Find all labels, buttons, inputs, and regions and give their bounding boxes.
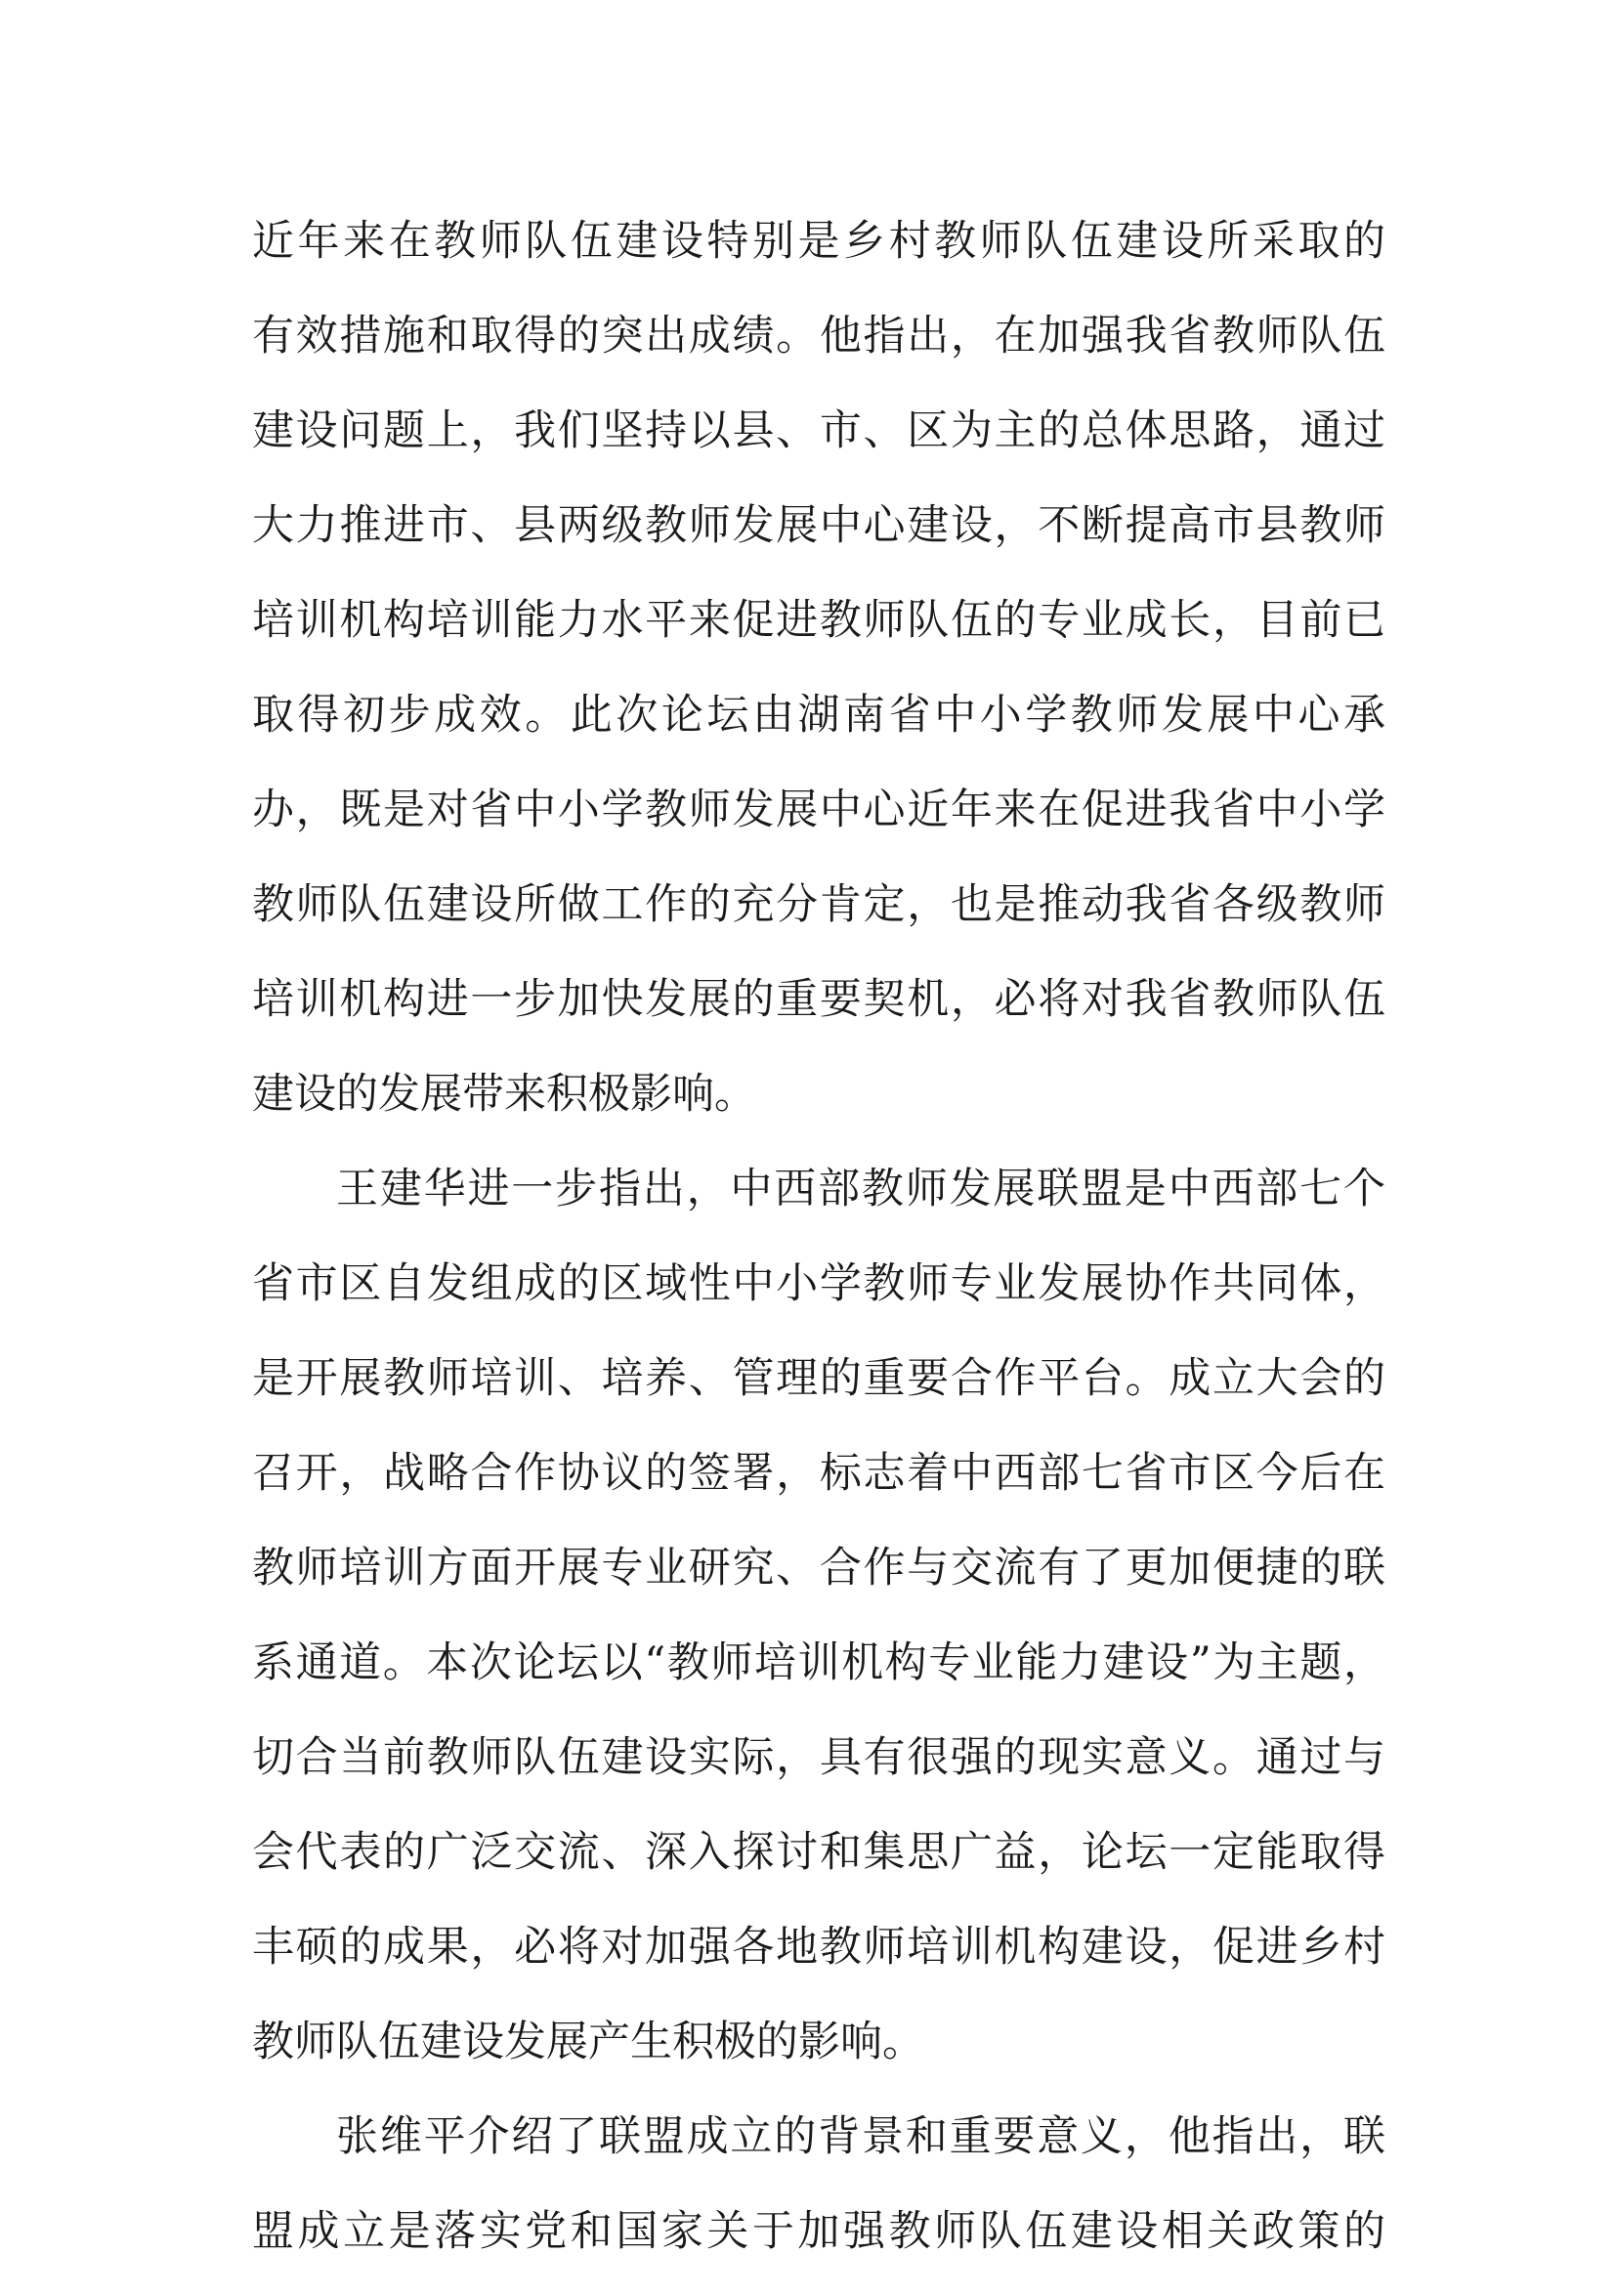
text-line: 会代表的广泛交流、深入探讨和集思广益，论坛一定能取得 [252,1828,1385,1877]
text-line: 丰硕的成果，必将对加强各地教师培训机构建设，促进乡村 [252,1923,1385,1972]
text-line: 取得初步成效。此次论坛由湖南省中小学教师发展中心承 [252,691,1385,740]
text-line: 教师培训方面开展专业研究、合作与交流有了更加便捷的联 [252,1544,1385,1593]
text-line: 近年来在教师队伍建设特别是乡村教师队伍建设所采取的 [252,217,1385,266]
text-line: 教师队伍建设所做工作的充分肯定，也是推动我省各级教师 [252,880,1385,929]
text-line: 培训机构培训能力水平来促进教师队伍的专业成长，目前已 [252,596,1385,645]
text-line: 切合当前教师队伍建设实际，具有很强的现实意义。通过与 [252,1733,1385,1782]
text-line: 有效措施和取得的突出成绩。他指出，在加强我省教师队伍 [252,312,1385,361]
text-line: 是开展教师培训、培养、管理的重要合作平台。成立大会的 [252,1354,1385,1403]
text-line: 王建华进一步指出，中西部教师发展联盟是中西部七个 [336,1165,1385,1213]
text-line: 大力推进市、县两级教师发展中心建设，不断提高市县教师 [252,501,1385,550]
text-line: 系通道。本次论坛以“教师培训机构专业能力建设”为主题， [252,1638,1385,1687]
text-line: 省市区自发组成的区域性中小学教师专业发展协作共同体， [252,1259,1385,1308]
text-line: 培训机构进一步加快发展的重要契机，必将对我省教师队伍 [252,975,1385,1024]
body-text [252,211,1385,2296]
text-line: 张维平介绍了联盟成立的背景和重要意义，他指出，联 [336,2112,1385,2161]
text-line: 召开，战略合作协议的签署，标志着中西部七省市区今后在 [252,1449,1385,1498]
text-line: 建设问题上，我们坚持以县、市、区为主的总体思路，通过 [252,406,1385,455]
text-line: 盟成立是落实党和国家关于加强教师队伍建设相关政策的 [252,2207,1385,2256]
text-line: 教师队伍建设发展产生积极的影响。 [252,2018,924,2066]
text-line: 建设的发展带来积极影响。 [252,1070,756,1119]
text-line: 办，既是对省中小学教师发展中心近年来在促进我省中小学 [252,786,1385,834]
